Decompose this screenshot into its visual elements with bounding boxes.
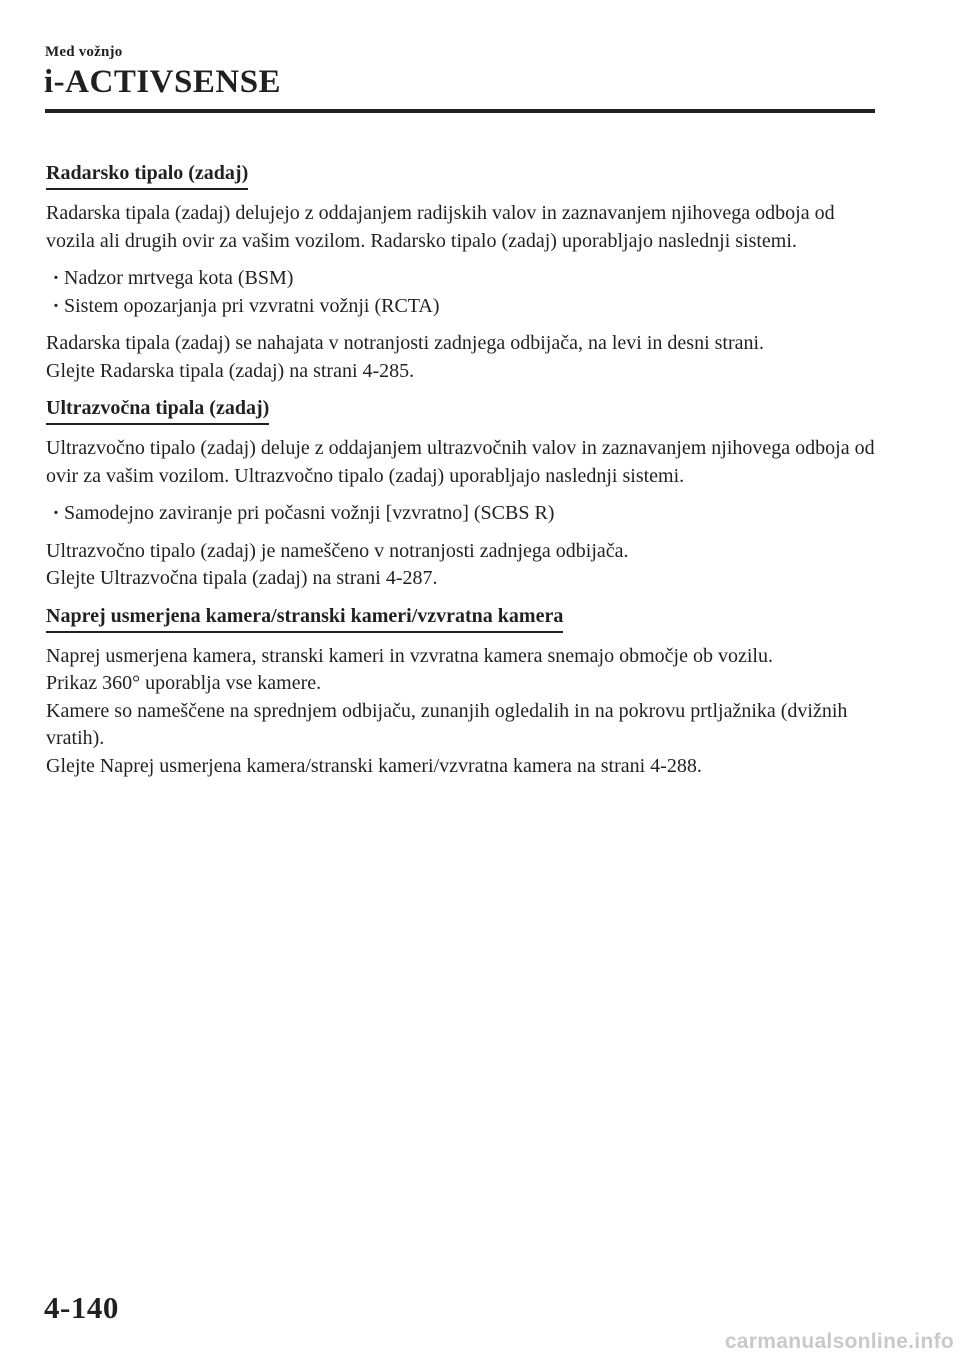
paragraph-line: Prikaz 360° uporablja vse kamere. (46, 672, 322, 694)
cross-reference: Glejte Radarska tipala (zadaj) na strani 4-285. (46, 359, 415, 382)
main-content (46, 160, 886, 790)
chapter-label: Med vožnjo (45, 44, 123, 60)
bullet-icon: · (52, 502, 60, 524)
list-item-text: Nadzor mrtvega kota (BSM) (64, 267, 294, 289)
cross-reference: Glejte Naprej usmerjena kamera/stranski kameri/vzvratna kamera na strani 4-288. (46, 754, 702, 777)
cross-reference: Glejte Ultrazvočna tipala (zadaj) na strani 4-287. (46, 567, 438, 589)
bullet-list (46, 265, 886, 320)
paragraph: Radarska tipala (zadaj) delujejo z oddajanjem radijskih valov in zaznavanjem njihovega odboja od vozila ali drugih ovir za vašim vozilom. Radarsko tipalo (zadaj) uporabljajo naslednji sistemi. (46, 202, 835, 252)
list-item-text: Sistem opozarjanja pri vzvratni vožnji (RCTA) (64, 294, 440, 317)
page-number: 4-140 (44, 1290, 119, 1325)
paragraph-line: Radarska tipala (zadaj) se nahajata v notranjosti zadnjega odbijača, na levi in desni strani. (46, 332, 765, 354)
paragraph (46, 538, 886, 593)
paragraph (46, 643, 886, 781)
section-heading: Naprej usmerjena kamera/stranski kameri/vzvratna kamera (46, 603, 563, 633)
watermark: carmanualsonline.info (724, 1330, 954, 1353)
bullet-icon: · (52, 267, 60, 289)
list-item (46, 293, 886, 321)
bullet-icon: · (52, 294, 60, 317)
list-item-text: Samodejno zaviranje pri počasni vožnji [vzvratno] (SCBS R) (64, 502, 555, 524)
page-title: i-ACTIVSENSE (44, 64, 282, 100)
list-item (46, 500, 886, 528)
paragraph-line: Ultrazvočno tipalo (zadaj) je nameščeno v notranjosti zadnjega odbijača. (46, 539, 629, 562)
section-heading: Ultrazvočna tipala (zadaj) (46, 395, 269, 425)
bullet-list (46, 500, 886, 528)
section-heading: Radarsko tipalo (zadaj) (46, 160, 248, 190)
paragraph (46, 330, 886, 385)
list-item (46, 265, 886, 293)
paragraph-line: Kamere so nameščene na sprednjem odbijaču, zunanjih ogledalih in na pokrovu prtljažnika (dvižnih vratih). (46, 699, 848, 749)
section-cameras (46, 603, 886, 781)
section-ultrasonic-sensor (46, 395, 886, 593)
section-radar-sensor (46, 160, 886, 385)
header-divider (45, 109, 875, 113)
paragraph-line: Naprej usmerjena kamera, stranski kameri in vzvratna kamera snemajo območje ob vozilu. (46, 644, 773, 667)
paragraph: Ultrazvočno tipalo (zadaj) deluje z oddajanjem ultrazvočnih valov in zaznavanjem njihovega odboja od ovir za vašim vozilom. Ultrazvočno tipalo (zadaj) uporabljajo naslednji sistemi. (46, 437, 875, 487)
